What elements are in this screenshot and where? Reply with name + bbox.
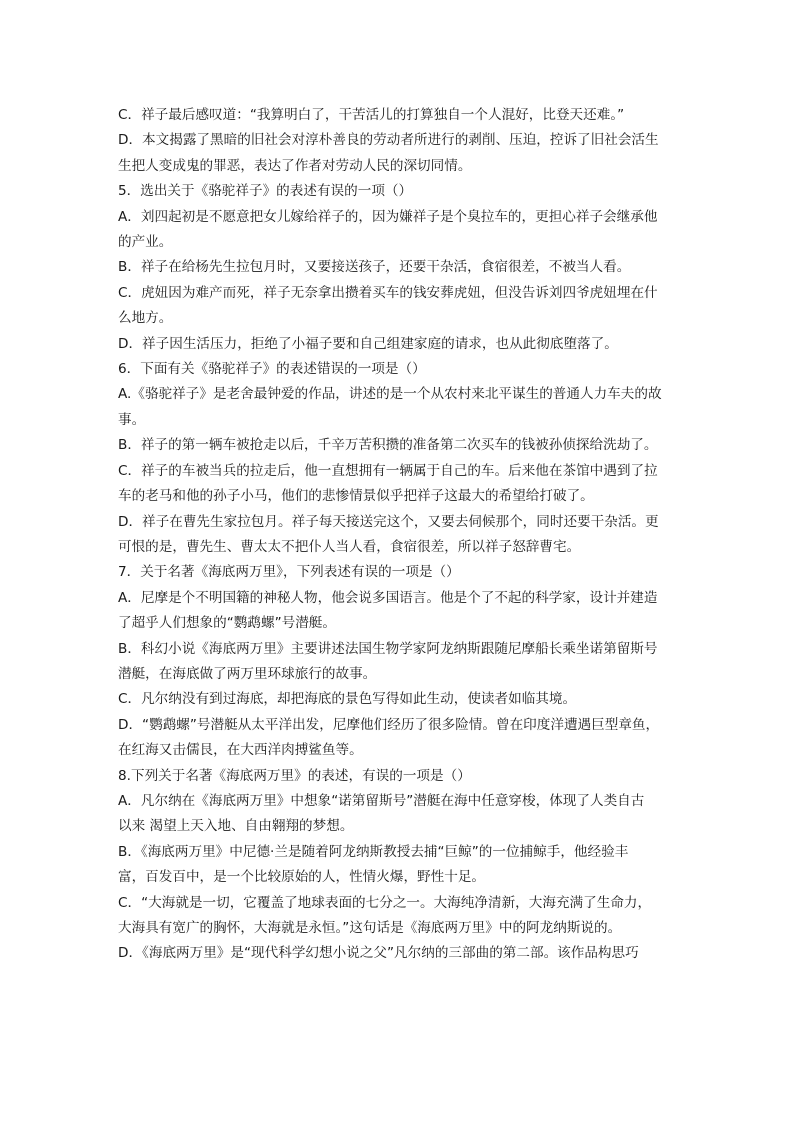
text-line: B．科幻小说《海底两万里》主要讲述法国生物学家阿龙纳斯跟随尼摩船长乘坐诺第留斯号 [118,640,658,657]
text-line: 可恨的是，曹先生、曹太太不把仆人当人看，食宿很差，所以祥子怒辞曹宅。 [118,538,581,555]
text-line: B．《海底两万里》中尼德·兰是随着阿龙纳斯教授去捕“巨鲸”的一位捕鲸手，他经验丰 [118,843,629,860]
text-line: 事。 [118,411,146,428]
text-line: D．祥子因生活压力，拒绝了小福子要和自己组建家庭的请求，也从此彻底堕落了。 [118,335,618,352]
text-line: D．本文揭露了黑暗的旧社会对淳朴善良的劳动者所进行的剥削、压迫，控诉了旧社会活生 [118,132,659,149]
question-6-stem: 6．下面有关《骆驼祥子》的表述错误的一项是（） [118,361,426,378]
text-line: B．祥子的第一辆车被抢走以后，千辛万苦积攒的准备第二次买车的钱被孙侦探给洗劫了。 [118,437,658,454]
text-line: D．“鹦鹉螺”号潜艇从太平洋出发，尼摩他们经历了很多险情。曾在印度洋遭遇巨型章鱼， [118,716,660,733]
question-7-stem: 7．关于名著《海底两万里》，下列表述有误的一项是（） [118,564,460,581]
text-line: 富，百发百中，是一个比较原始的人，性情火爆，野性十足。 [118,869,486,886]
question-8-stem: 8.下列关于名著《海底两万里》的表述，有误的一项是（） [118,767,471,784]
text-line: A．凡尔纳在《海底两万里》中想象“诺第留斯号”潜艇在海中任意穿梭，体现了人类自古 [118,792,645,809]
text-line: 在红海又击儒艮，在大西洋肉搏鲨鱼等。 [118,742,363,759]
text-line: C．虎妞因为难产而死，祥子无奈拿出攒着买车的钱安葬虎妞，但没告诉刘四爷虎妞埋在什 [118,284,658,301]
question-5-stem: 5．选出关于《骆驼祥子》的表述有误的一项（） [118,183,413,200]
text-line: 车的老马和他的孙子小马，他们的悲惨情景似乎把祥子这最大的希望给打破了。 [118,488,594,505]
text-line: 大海具有宽广的胸怀，大海就是永恒。”这句话是《海底两万里》中的阿龙纳斯说的。 [118,920,622,936]
text-line: C．祥子最后感叹道：“我算明白了，干苦活儿的打算独自一个人混好，比登天还难。” [118,107,625,123]
text-line: D．祥子在曹先生家拉包月。祥子每天接送完这个，又要去伺候那个，同时还要干杂活。更 [118,513,659,530]
text-line: A．刘四起初是不愿意把女儿嫁给祥子的，因为嫌祥子是个臭拉车的，更担心祥子会继承他 [118,208,658,225]
text-line: 么地方。 [118,310,173,327]
text-line: C．“大海就是一切，它覆盖了地球表面的七分之一。大海纯净清新，大海充满了生命力， [118,894,652,911]
text-line: C．凡尔纳没有到过海底，却把海底的景色写得如此生动，使读者如临其境。 [118,691,577,708]
text-line: 生把人变成鬼的罪恶，表达了作者对劳动人民的深切同情。 [118,157,472,174]
text-line: C．祥子的车被当兵的拉走后，他一直想拥有一辆属于自己的车。后来他在茶馆中遇到了拉 [118,462,658,479]
text-line: A．尼摩是个不明国籍的神秘人物，他会说多国语言。他是个了不起的科学家，设计并建造 [118,589,658,606]
document-page [118,103,678,967]
text-line: 以来 渴望上天入地、自由翱翔的梦想。 [118,818,354,835]
text-line: 了超乎人们想象的“鹦鹉螺”号潜艇。 [118,615,336,632]
text-line: A.《骆驼祥子》是老舍最钟爱的作品，讲述的是一个从农村来北平谋生的普通人力车夫的故 [118,386,662,403]
text-line: 潜艇，在海底做了两万里环球旅行的故事。 [118,665,377,682]
text-line: 的产业。 [118,234,173,251]
text-line: B．祥子在给杨先生拉包月时，又要接送孩子，还要干杂活，食宿很差，不被当人看。 [118,259,631,276]
text-line: D．《海底两万里》是“现代科学幻想小说之父”凡尔纳的三部曲的第二部。该作品构思巧 [118,945,639,962]
